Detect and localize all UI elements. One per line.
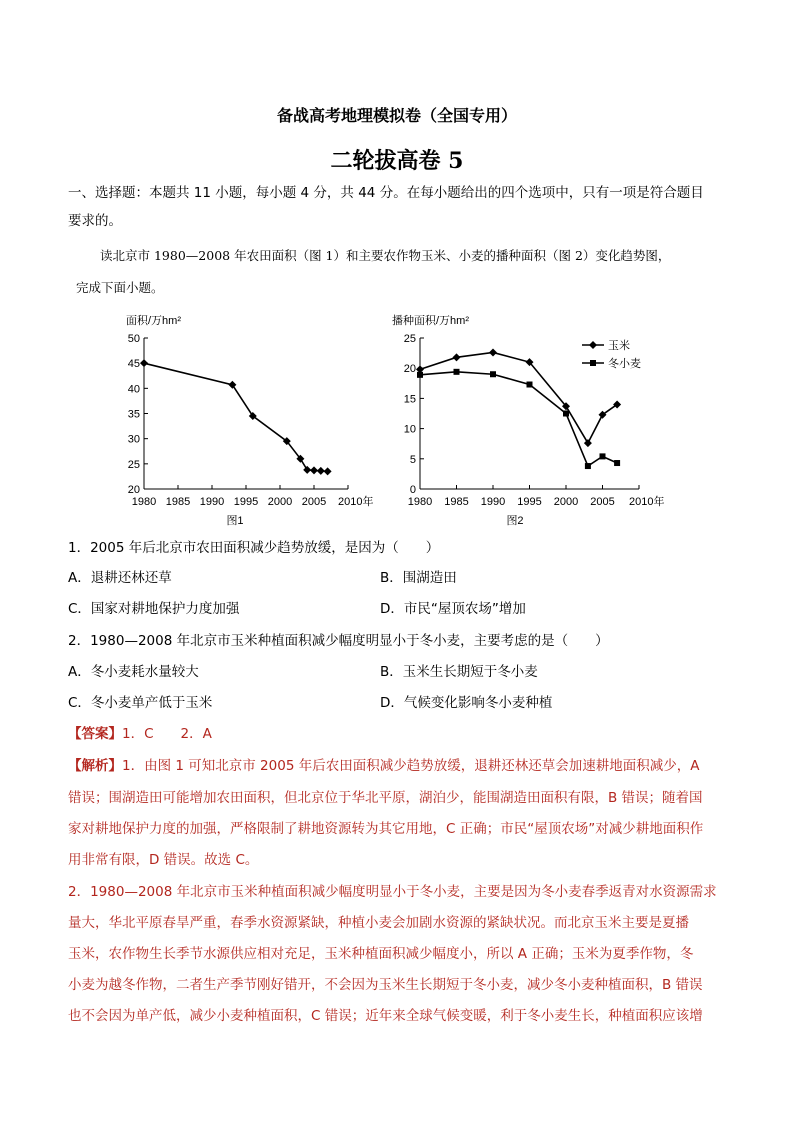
question-1-option-d: D．市民“屋顶农场”增加: [380, 601, 526, 617]
data-point-diamond: [310, 466, 318, 474]
chart1-xtick-label: 1985: [165, 496, 191, 508]
chart1-xtick-label: 2005: [301, 496, 327, 508]
section-heading-line1: 一、选择题：本题共 11 小题，每小题 4 分，共 44 分。在每小题给出的四个选项中，只有一项是符合题目: [68, 185, 704, 201]
legend-square-marker: [590, 360, 596, 366]
legend-label-wheat: 冬小麦: [608, 358, 641, 370]
chart2-ytick-label: 15: [403, 393, 416, 406]
chart2-ytick-label: 0: [409, 484, 416, 496]
chart-figure-2: [386, 308, 676, 530]
answer-row: [68, 724, 212, 744]
chart1-ytick-label: 35: [127, 408, 140, 421]
question-2-option-d: D．气候变化影响冬小麦种植: [380, 695, 553, 711]
chart1-series: [140, 359, 332, 475]
chart2-xtick-label: 2000: [553, 496, 579, 508]
data-point-diamond: [489, 348, 497, 356]
chart2-xtick-label: 1985: [444, 496, 469, 508]
data-point-square: [563, 411, 569, 417]
chart1-xtick-label: 1990: [199, 496, 225, 508]
data-point-diamond: [324, 467, 332, 475]
data-point-diamond: [453, 353, 461, 361]
data-point-square: [454, 369, 460, 375]
legend-label-corn: 玉米: [608, 340, 630, 352]
chart1-ytick-label: 50: [127, 333, 140, 345]
analysis-line-5: 2．1980—2008 年北京市玉米种植面积减少幅度明显小于冬小麦，主要是因为冬小麦春季返青对水资源需求: [68, 884, 717, 900]
chart2-ytick-label: 10: [403, 423, 416, 436]
data-point-diamond: [228, 381, 236, 389]
chart1-ytick-label: 25: [127, 458, 140, 471]
analysis-line-7: 玉米，农作物生长季节水源供应相对充足，玉米种植面积减少幅度小，所以 A 正确；玉米为夏季作物，冬: [68, 946, 694, 962]
chart2-xtick-label: 1995: [517, 496, 542, 508]
chart2-legend: [582, 338, 641, 370]
intro-line2: 完成下面小题。: [76, 280, 164, 295]
chart2-xtick-label: 2005: [590, 496, 615, 508]
data-point-square: [585, 463, 591, 469]
chart2-ylabel: 播种面积/万hm²: [392, 315, 469, 327]
answer-label: 【答案】: [68, 726, 122, 742]
chart1-axes: [144, 338, 348, 489]
chart2-xtick-label: 2010年: [629, 496, 665, 508]
analysis-line-1: [68, 756, 699, 776]
data-point-diamond: [140, 359, 148, 367]
series-line: [420, 352, 617, 443]
chart2-series: [416, 348, 621, 469]
question-2-option-b: B．玉米生长期短于冬小麦: [380, 664, 538, 680]
question-1-stem: 1．2005 年后北京市农田面积减少趋势放缓，是因为（ ）: [68, 540, 440, 556]
question-2-option-a: A．冬小麦耗水量较大: [68, 664, 199, 680]
chart1-ytick-label: 45: [127, 358, 140, 371]
question-1-option-a: A．退耕还林还草: [68, 570, 172, 586]
chart1-ytick-label: 30: [127, 433, 140, 446]
data-point-diamond: [584, 439, 592, 447]
analysis-label: 【解析】: [68, 758, 122, 774]
analysis-line-9: 也不会因为单产低，减少小麦种植面积，C 错误；近年来全球气候变暖，利于冬小麦生长，种植面积应该增: [68, 1008, 703, 1024]
data-point-square: [614, 460, 620, 466]
data-point-square: [417, 372, 423, 378]
chart2-ytick-label: 20: [403, 363, 416, 376]
analysis-line-3: 家对耕地保护力度的加强，严格限制了耕地资源转为其它用地，C 正确；市民“屋顶农场”对减少耕地面积作: [68, 821, 704, 837]
intro-line1: 读北京市 1980—2008 年农田面积（图 1）和主要农作物玉米、小麦的播种面积（图 2）变化趋势图，: [100, 248, 671, 263]
data-point-diamond: [303, 466, 311, 474]
data-point-square: [490, 371, 496, 377]
question-2-option-c: C．冬小麦单产低于玉米: [68, 695, 213, 711]
data-point-square: [527, 382, 533, 388]
analysis-line-2: 错误；围湖造田可能增加农田面积，但北京位于华北平原，湖泊少，能围湖造田面积有限，B 错误；随着国: [68, 790, 703, 806]
chart2-xtick-label: 1980: [407, 496, 433, 508]
chart1-caption: 图1: [226, 515, 244, 527]
answer-text: 1．C 2．A: [122, 726, 212, 742]
analysis-line-6: 量大，华北平原春旱严重，春季水资源紧缺，种植小麦会加剧水资源的紧缺状况。而北京玉米主要是夏播: [68, 915, 689, 931]
chart1-xtick-label: 2010年: [338, 496, 374, 508]
chart1-ylabel: 面积/万hm²: [126, 315, 181, 327]
series-line: [420, 372, 617, 466]
document-title: 备战高考地理模拟卷（全国专用）: [276, 106, 517, 125]
chart1-xtick-label: 1995: [233, 496, 259, 508]
chart1-ticks: [128, 333, 374, 508]
analysis-text: 1．由图 1 可知北京市 2005 年后农田面积减少趋势放缓，退耕还林还草会加速耕地面积减少，A: [122, 758, 700, 774]
chart1-ytick-label: 40: [127, 383, 140, 396]
legend-diamond-marker: [589, 341, 597, 349]
section-heading-line2: 要求的。: [68, 213, 122, 229]
question-2-stem: 2．1980—2008 年北京市玉米种植面积减少幅度明显小于冬小麦，主要考虑的是（ ）: [68, 633, 609, 649]
data-point-diamond: [317, 467, 325, 475]
chart2-ytick-label: 25: [403, 333, 416, 345]
question-1-option-c: C．国家对耕地保护力度加强: [68, 601, 240, 617]
analysis-line-4: 用非常有限，D 错误。故选 C。: [68, 852, 259, 868]
chart2-caption: 图2: [506, 515, 524, 527]
analysis-line-8: 小麦为越冬作物，二者生产季节刚好错开，不会因为玉米生长期短于冬小麦，减少冬小麦种植面积，B 错误: [68, 977, 703, 993]
chart1-xtick-label: 2000: [267, 496, 293, 508]
chart2-xtick-label: 1990: [480, 496, 506, 508]
data-point-square: [600, 453, 606, 459]
document-subtitle: 二轮拔高卷 5: [330, 148, 464, 174]
chart1-ytick-label: 20: [127, 484, 140, 496]
chart2-ytick-label: 5: [409, 453, 416, 466]
chart-figure-1: [110, 308, 380, 530]
chart1-xtick-label: 1980: [131, 496, 157, 508]
question-1-option-b: B．围湖造田: [380, 570, 457, 586]
